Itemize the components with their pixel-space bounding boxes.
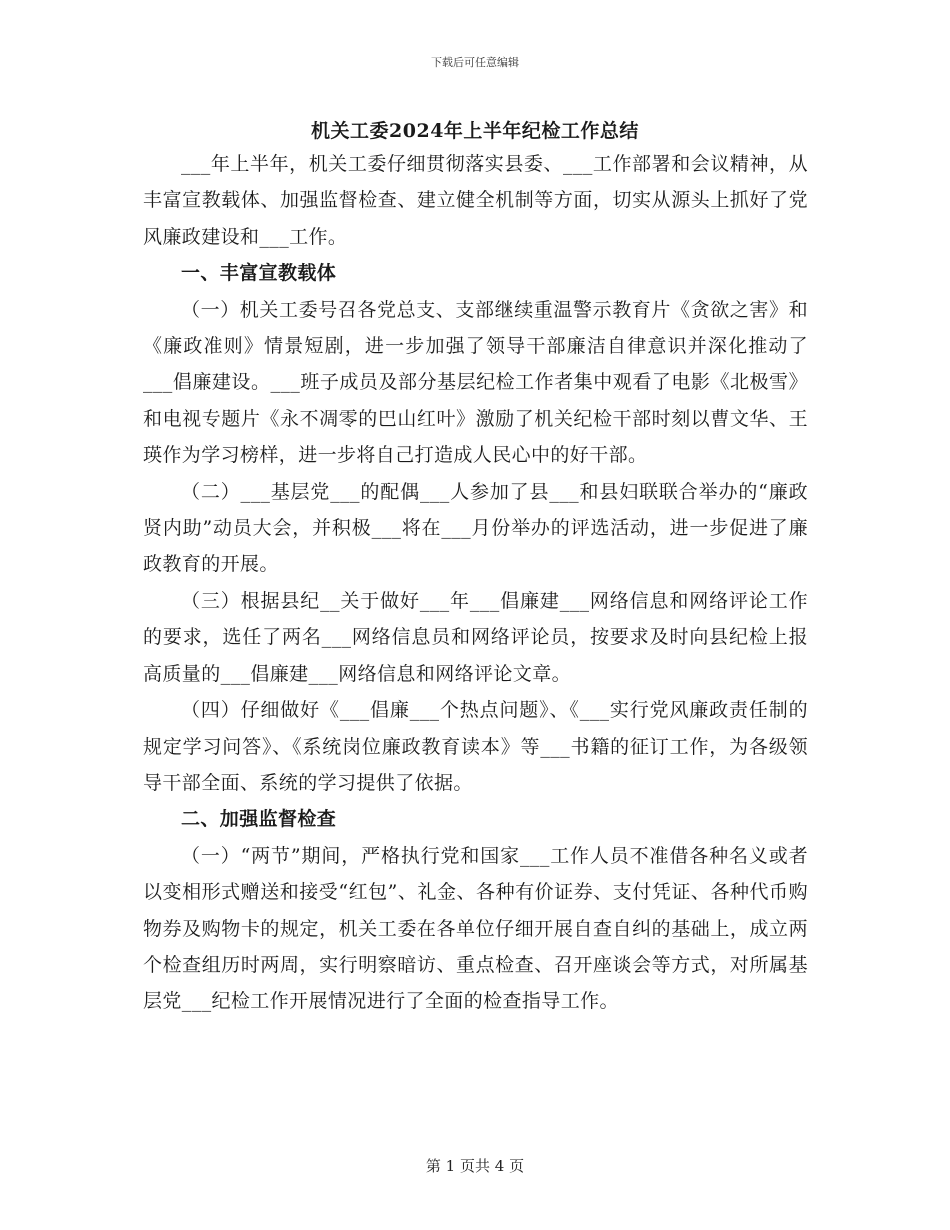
- section-heading-1: 一、丰富宣教载体: [181, 262, 337, 285]
- document-title: 机关工委2024年上半年纪检工作总结: [311, 120, 639, 142]
- section1-paragraph-4: （四）仔细做好《___倡廉___个热点问题》、《___实行党风廉政责任制的规定学习问答》、《系统岗位廉政教育读本》等___书籍的征订工作，为各级领导干部全面、系统的学习提供了依据。: [143, 699, 808, 794]
- section1-paragraph-3: （三）根据县纪__关于做好___年___倡廉建___网络信息和网络评论工作的要求，选任了两名___网络信息员和网络评论员，按要求及时向县纪检上报高质量的___倡廉建___网络信息和网络评论文章。: [143, 589, 808, 685]
- document-body: [143, 146, 808, 1020]
- intro-paragraph: ___年上半年，机关工委仔细贯彻落实县委、___工作部署和会议精神，从丰富宣教载体、加强监督检查、建立健全机制等方面，切实从源头上抓好了党风廉政建设和___工作。: [143, 153, 808, 248]
- section-heading-2: 二、加强监督检查: [181, 808, 337, 831]
- section1-paragraph-1: （一）机关工委号召各党总支、支部继续重温警示教育片《贪欲之害》和《廉政准则》情景短剧，进一步加强了领导干部廉洁自律意识并深化推动了___倡廉建设。___班子成员及部分基层纪检工作者集中观看了电影《北极雪》和电视专题片《永不凋零的巴山红叶》激励了机关纪检干部时刻以曹文华、王瑛作为学习榜样，进一步将自己打造成人民心中的好干部。: [143, 298, 808, 467]
- page-footer: 第 1 页共 4 页: [425, 1157, 525, 1175]
- header-note: 下载后可任意编辑: [431, 56, 519, 69]
- section1-paragraph-2: （二）___基层党___的配偶___人参加了县___和县妇联联合举办的“廉政贤内助”动员大会，并积极___将在___月份举办的评选活动，进一步促进了廉政教育的开展。: [143, 480, 808, 576]
- section2-paragraph-1: （一）“两节”期间，严格执行党和国家___工作人员不准借各种名义或者以变相形式赠送和接受“红包”、礼金、各种有价证券、支付凭证、各种代币购物券及购物卡的规定，机关工委在各单位仔细开展自查自纠的基础上，成立两个检查组历时两周，实行明察暗访、重点检查、召开座谈会等方式，对所属基层党___纪检工作开展情况进行了全面的检查指导工作。: [143, 844, 808, 1013]
